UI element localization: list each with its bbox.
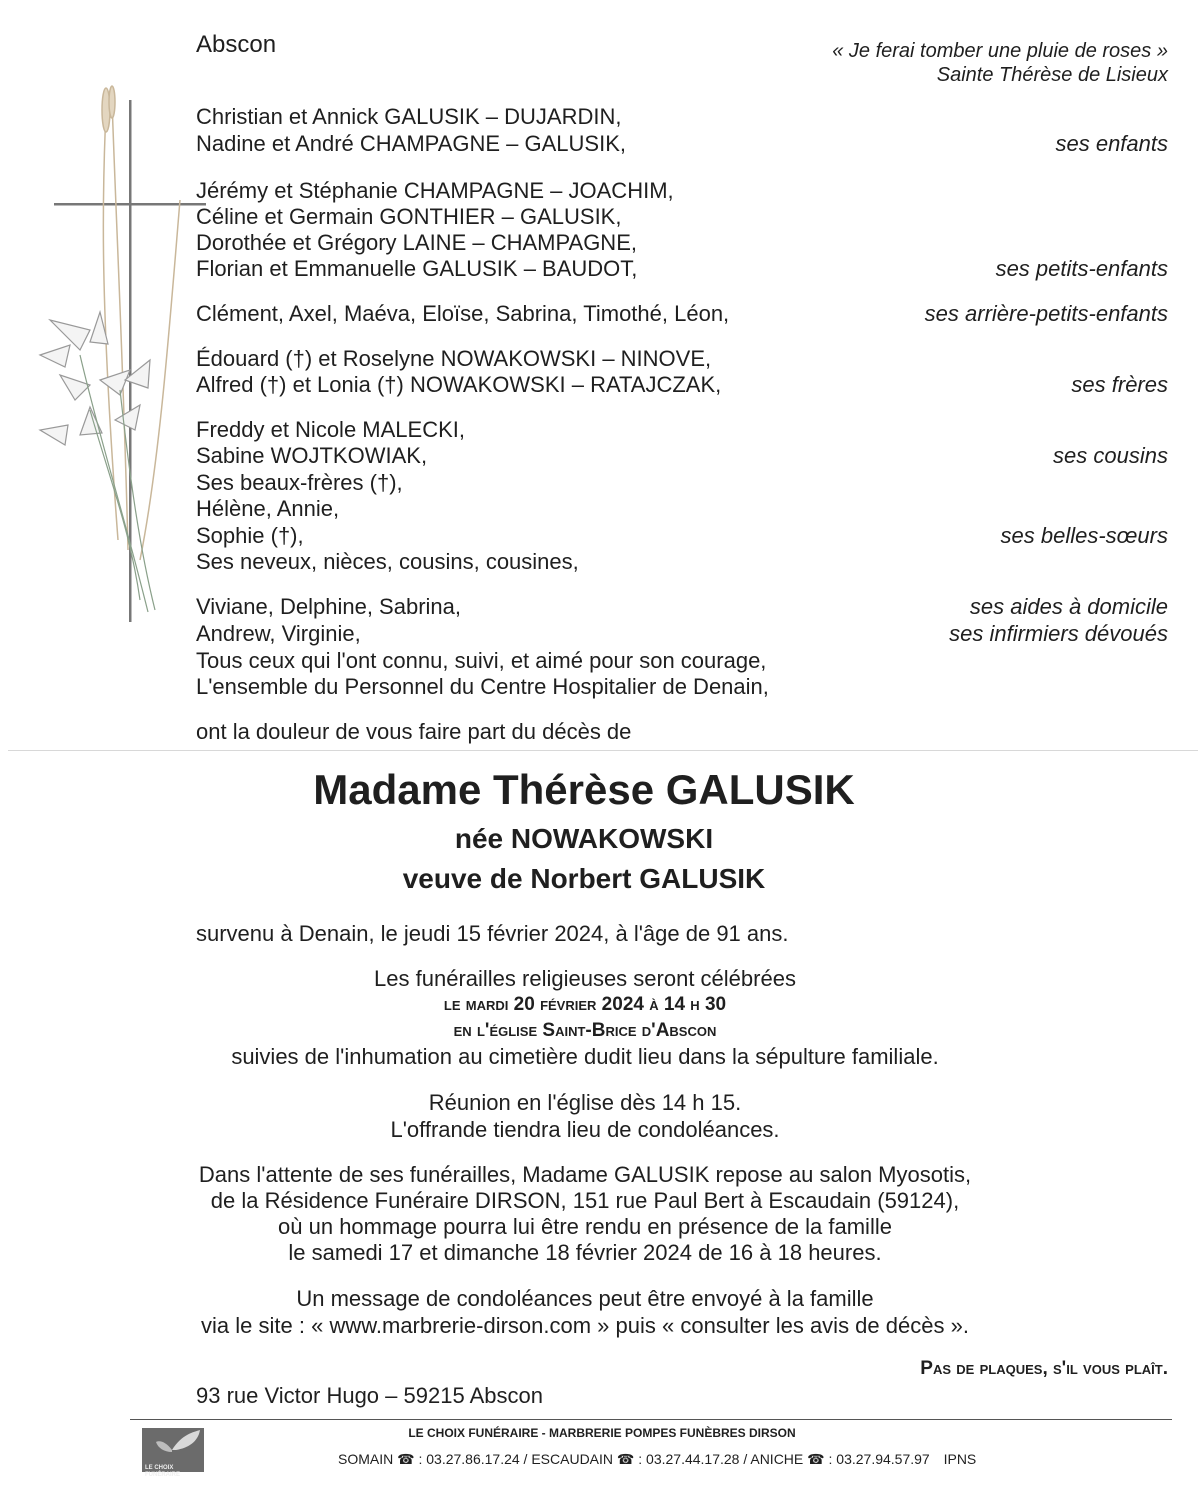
family-line: Sabine WOJTKOWIAK, — [196, 443, 428, 468]
family-line: Dorothée et Grégory LAINE – CHAMPAGNE, — [196, 230, 637, 255]
death-info: survenu à Denain, le jeudi 15 février 2024, à l'âge de 91 ans. — [196, 921, 789, 946]
quote-author: Sainte Thérèse de Lisieux — [936, 64, 1168, 86]
family-line: Nadine et André CHAMPAGNE – GALUSIK, — [196, 131, 626, 156]
family-line: Clément, Axel, Maéva, Eloïse, Sabrina, Timothé, Léon, — [196, 301, 730, 326]
relation-label: ses aides à domicile — [969, 594, 1168, 619]
logo-text: LE CHOIX FUNÉRAIRE — [145, 1465, 181, 1478]
no-plaques-notice: Pas de plaques, s'il vous plaît. — [920, 1358, 1168, 1379]
family-line: Céline et Germain GONTHIER – GALUSIK, — [196, 204, 622, 229]
family-line: L'ensemble du Personnel du Centre Hospitalier de Denain, — [196, 674, 769, 699]
footer-divider — [130, 1419, 1172, 1420]
quote: « Je ferai tomber une pluie de roses » — [832, 40, 1168, 62]
family-line: Ses neveux, nièces, cousins, cousines, — [196, 549, 579, 574]
phone-icon: ☎ — [807, 1451, 825, 1467]
viewing-line: où un hommage pourra lui être rendu en présence de la famille — [278, 1214, 892, 1239]
fold-line — [8, 750, 1198, 751]
relation-label: ses arrière-petits-enfants — [924, 301, 1168, 326]
family-line: Andrew, Virginie, — [196, 621, 361, 646]
somain-phone: : 03.27.86.17.24 / ESCAUDAIN — [418, 1451, 614, 1467]
cross-with-flowers-decoration — [20, 80, 220, 640]
aniche-phone: : 03.27.94.57.97 — [828, 1451, 930, 1467]
deceased-widow-of: veuve de Norbert GALUSIK — [402, 863, 766, 894]
footer-phones — [338, 1451, 976, 1468]
phone-icon: ☎ — [616, 1451, 635, 1467]
phone-icon: ☎ — [397, 1451, 415, 1467]
family-address: 93 rue Victor Hugo – 59215 Abscon — [196, 1383, 543, 1408]
meeting-info: Réunion en l'église dès 14 h 15. — [428, 1090, 742, 1115]
funeral-place: en l'église Saint-Brice d'Abscon — [453, 1020, 717, 1041]
relation-label: ses enfants — [1055, 131, 1168, 156]
town-name: Abscon — [196, 31, 277, 58]
ipns-label: IPNS — [943, 1451, 977, 1467]
relation-label: ses cousins — [1053, 443, 1168, 468]
family-line: Florian et Emmanuelle GALUSIK – BAUDOT, — [196, 256, 638, 281]
relation-label: ses infirmiers dévoués — [949, 621, 1168, 646]
funeral-intro: Les funérailles religieuses seront célébrées — [374, 966, 796, 991]
viewing-line: Dans l'attente de ses funérailles, Madame GALUSIK repose au salon Myosotis, — [198, 1162, 972, 1187]
funeral-burial: suivies de l'inhumation au cimetière dudit lieu dans la sépulture familiale. — [231, 1044, 939, 1069]
family-line: Viviane, Delphine, Sabrina, — [196, 594, 461, 619]
escaudain-phone: : 03.27.44.17.28 / ANICHE — [638, 1451, 804, 1467]
announcement-intro: ont la douleur de vous faire part du décès de — [196, 719, 632, 744]
deceased-name: Madame Thérèse GALUSIK — [313, 766, 855, 813]
viewing-line: le samedi 17 et dimanche 18 février 2024 de 16 à 18 heures. — [288, 1240, 882, 1265]
family-line: Ses beaux-frères (†), — [196, 470, 403, 495]
deceased-maiden-name: née NOWAKOWSKI — [454, 823, 714, 854]
condolences-line: Un message de condoléances peut être envoyé à la famille — [296, 1286, 874, 1311]
viewing-line: de la Résidence Funéraire DIRSON, 151 rue Paul Bert à Escaudain (59124), — [210, 1188, 960, 1213]
relation-label: ses petits-enfants — [995, 256, 1168, 281]
family-line: Alfred (†) et Lonia (†) NOWAKOWSKI – RATAJCZAK, — [196, 372, 722, 397]
funeral-date: le mardi 20 février 2024 à 14 h 30 — [443, 994, 727, 1015]
family-line: Hélène, Annie, — [196, 496, 340, 521]
family-line: Freddy et Nicole MALECKI, — [196, 417, 465, 442]
footer-company-name: LE CHOIX FUNÉRAIRE - MARBRERIE POMPES FUNÈBRES DIRSON — [408, 1426, 796, 1440]
family-line: Jérémy et Stéphanie CHAMPAGNE – JOACHIM, — [196, 178, 674, 203]
offering-info: L'offrande tiendra lieu de condoléances. — [390, 1117, 780, 1142]
family-line: Sophie (†), — [196, 523, 304, 548]
somain-label: SOMAIN — [338, 1451, 394, 1467]
family-line: Tous ceux qui l'ont connu, suivi, et aimé pour son courage, — [196, 648, 767, 673]
footer-company — [0, 1426, 1200, 1440]
family-line: Christian et Annick GALUSIK – DUJARDIN, — [196, 104, 622, 129]
family-line: Édouard (†) et Roselyne NOWAKOWSKI – NINOVE, — [196, 346, 712, 371]
condolences-line: via le site : « www.marbrerie-dirson.com » puis « consulter les avis de décès ». — [201, 1313, 969, 1338]
relation-label: ses belles-sœurs — [1000, 523, 1168, 548]
relation-label: ses frères — [1071, 372, 1168, 397]
